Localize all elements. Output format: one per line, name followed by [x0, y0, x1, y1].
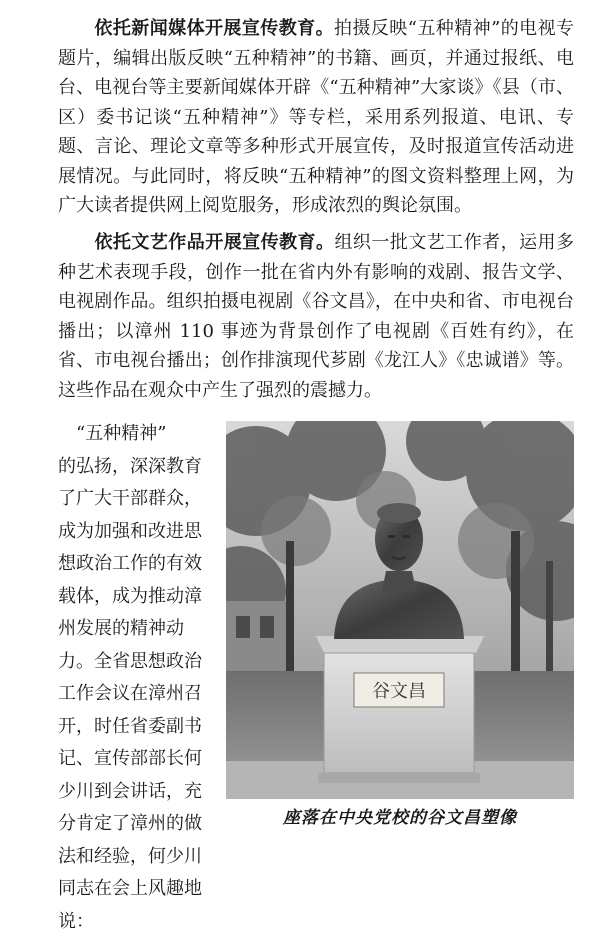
side-text-first-line: “五种精神”: [76, 423, 167, 444]
plaque-text: 谷文昌: [372, 681, 426, 702]
paragraph-lead: 依托新闻媒体开展宣传教育。: [94, 18, 335, 39]
photo-caption: 座落在中央党校的谷文昌塑像: [283, 808, 517, 828]
side-text-body: 的弘扬，深深教育了广大干部群众，成为加强和改进思想政治工作的有效载体，成为推动漳州发展的精神动力。全省思想政治工作会议在漳州召开，时任省委副书记、宣传部部长何少川到会讲话，充分肯定了漳州的做法和经验，何少川同志在会上风趣地说：: [58, 455, 202, 932]
paragraph-lead: 依托文艺作品开展宣传教育。: [94, 232, 335, 253]
paragraph-body: 拍摄反映“五种精神”的电视专题片，编辑出版反映“五种精神”的书籍、画页，并通过报纸、电台、电视台等主要新闻媒体开辟《“五种精神”大家谈》《县（市、区）委书记谈“五种精神”》等专栏，采用系列报道、电讯、专题、言论、理论文章等多种形式开展宣传，及时报道宣传活动进展情况。与此同时，将反映“五种精神”的图文资料整理上网，为广大读者提供网上阅览服务，形成浓烈的舆论氛围。: [58, 18, 575, 216]
side-text-column: [58, 418, 218, 938]
paragraph-arts: [58, 228, 574, 405]
statue-photo: [226, 421, 574, 799]
paragraph-media: [58, 14, 574, 221]
paragraph-body: 组织一批文艺工作者，运用多种艺术表现手段，创作一批在省内外有影响的戏剧、报告文学、电视剧作品。组织拍摄电视剧《谷文昌》，在中央和省、市电视台播出；以漳州 110 事迹为背景创作了电视剧《百姓有约》，在省、市电视台播出；创作排演现代芗剧《龙江人》《忠诚谱》等。这些作品在观众中产生了强烈的震撼力。: [58, 232, 575, 401]
